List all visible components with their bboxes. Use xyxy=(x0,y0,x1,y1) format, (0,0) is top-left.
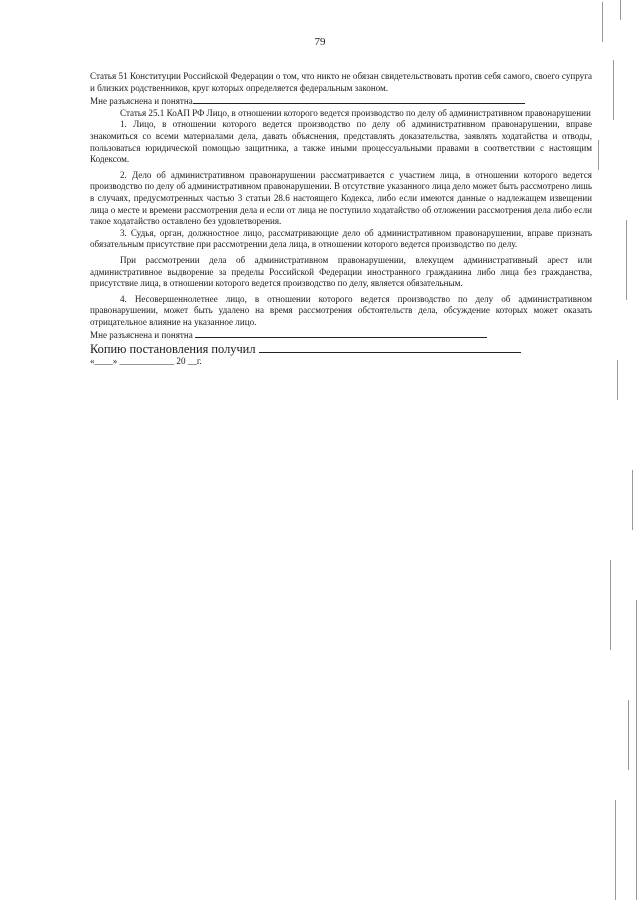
document-body xyxy=(90,71,592,368)
scan-edge-marks xyxy=(580,0,640,905)
paragraph-clause-1: 1. Лицо, в отношении которого ведется производство по делу об административном правонарушении, вправе знакомиться со всеми материалами дела, давать объяснения, представлять доказательства, заявлять ходатайства и отводы, пользоваться юридической помощью защитника, а также иными процессуальными правами в соответствии с настоящим Кодексом. xyxy=(90,119,592,165)
acknowledgement-line-1 xyxy=(90,94,592,108)
signature-line xyxy=(193,94,525,104)
acknowledgement-line-2 xyxy=(90,328,592,342)
paragraph-article-25-1-title: Статья 25.1 КоАП РФ Лицо, в отношении которого ведется производство по делу об административном правонарушении xyxy=(120,107,591,118)
copy-received-line xyxy=(90,342,592,356)
paragraph-clause-4: 4. Несовершеннолетнее лицо, в отношении которого ведется производство по делу об административном правонарушении, может быть удалено на время рассмотрения обстоятельств дела, обсуждение которых может оказать отрицательное влияние на указанное лицо. xyxy=(90,293,592,327)
acknowledgement-label: Мне разъяснена и понятна xyxy=(90,330,193,341)
page-number: 79 xyxy=(314,36,326,48)
paragraph-article-51: Статья 51 Конституции Российской Федерации о том, что никто не обязан свидетельствовать против себя самого, своего супруга и близких родственников, круг которых определяется федеральным законом. xyxy=(90,71,592,93)
paragraph-clause-2: 2. Дело об административном правонарушении рассматривается с участием лица, в отношении которого ведется производство по делу об административном правонарушении. В отсутствие указанного лица дело может быть рассмотрено лишь в случаях, предусмотренных частью 3 статьи 28.6 настоящего Кодекса, либо если имеются данные о надлежащем извещении лица о месте и времени рассмотрения дела и если от лица не поступило ходатайство об отложении рассмотрения дела либо если такое ходатайство оставлено без удовлетворения. xyxy=(90,169,592,227)
signature-line xyxy=(195,328,487,338)
paragraph-clause-3: 3. Судья, орган, должностное лицо, рассматривающие дело об административном правонарушении, вправе признать обязательным присутствие при рассмотрении дела лица, в отношении которого ведется производство по делу. xyxy=(90,227,592,250)
copy-received-label: Копию постановления получил xyxy=(90,342,256,357)
paragraph-clause-3-cont: При рассмотрении дела об административном правонарушении, влекущем административный арест или административное выдворение за пределы Российской Федерации иностранного гражданина либо лица без гражданства, присутствие лица, в отношении которого ведется производство по делу, является обязательным. xyxy=(90,254,592,289)
signature-line xyxy=(259,342,521,353)
date-line: «____» ____________ 20 __г. xyxy=(90,356,202,367)
acknowledgement-label: Мне разъяснена и понятна xyxy=(90,96,193,107)
